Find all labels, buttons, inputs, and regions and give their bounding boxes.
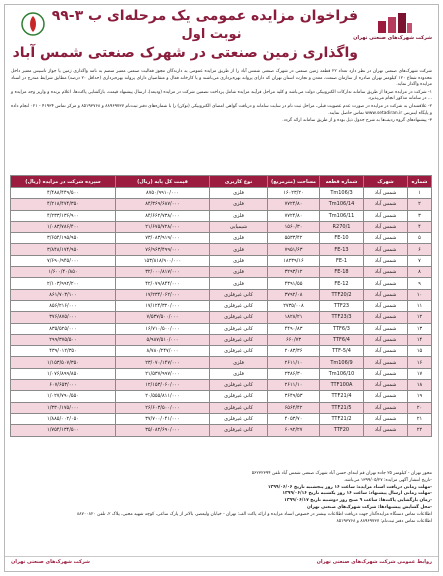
cell-town: شمس آباد xyxy=(364,380,408,391)
cell-area: ۲۳۸۶/۳۰ xyxy=(268,368,320,379)
cell-deposit: ۳۷۶/۸۷۵/۰۰۰ xyxy=(11,312,116,323)
cell-deposit: ۱/۶۰۰/۴۰/۸۵۰ xyxy=(11,267,116,278)
footer-opening-place: -محل گشایش پیشنهادها: شرکت شهرک‌های صنعتی تهران xyxy=(307,504,432,510)
cell-area: ۱۸۲۸/۲۱ xyxy=(268,312,320,323)
cell-town: شمس آباد xyxy=(364,413,408,424)
table-row xyxy=(11,278,432,289)
cell-number: ۱۹ xyxy=(408,391,432,402)
cell-use: کانی غیرفلزی xyxy=(210,300,268,311)
cell-number: ۱۶ xyxy=(408,357,432,368)
cell-number: ۱۱ xyxy=(408,300,432,311)
table-row xyxy=(11,233,432,244)
footer-docs-deadline: -مهلت زمانی دریافت اسناد مزایده: ساعت ۱۶ روز پنجشنبه تاریخ ۱۳۹۹/۰۶/۰۶ xyxy=(267,484,432,490)
cell-number: ۲ xyxy=(408,199,432,210)
industrial-parks-logo-icon xyxy=(376,11,414,35)
cell-plot: TTF6/4 xyxy=(320,334,364,345)
cell-town: شمس آباد xyxy=(364,425,408,436)
cell-deposit: ۴/۲۳۳/۱۳۶/۹۰۰ xyxy=(11,210,116,221)
table-row xyxy=(11,346,432,357)
cell-price: ۲۱/۵۳۷/۹۹۷/۰۰۰ xyxy=(116,368,210,379)
table-row xyxy=(11,221,432,232)
cell-use: کانی غیرفلزی xyxy=(210,425,268,436)
cell-price: ۱۲/۱۵۳/۰۶۰/۰۰۰ xyxy=(116,380,210,391)
cell-use: کانی غیرفلزی xyxy=(210,391,268,402)
cell-plot: TTF100A xyxy=(320,380,364,391)
cell-use: کانی غیرفلزی xyxy=(210,380,268,391)
cell-plot: TTF21/5 xyxy=(320,402,364,413)
cell-use: فلزی xyxy=(210,244,268,255)
cell-deposit: ۳/۸۴۸/۱۷۴/۹۵۰ xyxy=(11,244,116,255)
cell-number: ۴ xyxy=(408,221,432,232)
announcement-page xyxy=(4,4,439,572)
cell-plot: Tm106/3 xyxy=(320,188,364,199)
footer-opening-time: -زمان بازگشایی پاکت‌ها: ساعت ۹ صبح روز دوشنبه تاریخ ۱۳۹۹/۰۶/۱۷ xyxy=(284,498,432,504)
cell-price: ۲۶/۶۰۳/۵۰۰/۰۰۰ xyxy=(116,402,210,413)
cell-town: شمس آباد xyxy=(364,300,408,311)
cell-town: شمس آباد xyxy=(364,221,408,232)
cell-plot: TTF23/3 xyxy=(320,312,364,323)
header xyxy=(5,5,438,67)
cell-price: ۱۶/۷۱۰/۵۰۰/۰۰۰ xyxy=(116,323,210,334)
cell-use: کانی غیرفلزی xyxy=(210,346,268,357)
cell-town: شمس آباد xyxy=(364,312,408,323)
cell-plot: FE-1 xyxy=(320,255,364,266)
table-row xyxy=(11,199,432,210)
cell-number: ۱۳ xyxy=(408,323,432,334)
cell-number: ۹ xyxy=(408,278,432,289)
table-row xyxy=(11,391,432,402)
cell-price: ۷۶/۹۶۳/۴۹۹/۰۰۰ xyxy=(116,244,210,255)
footer-bid-deadline: -مهلت زمانی ارسال پیشنهاد: ساعت ۱۶ روز یکشنبه تاریخ ۱۳۹۹/۰۶/۱۶ xyxy=(282,491,432,497)
intro-paragraph-4: ۳- پیشنهادهای گروه ردیف‌ها به شرح جدول ذیل بوده و از طریق سامانه ارائه گردد. xyxy=(282,118,432,124)
cell-use: فلزی xyxy=(210,199,268,210)
header-town: شهرک xyxy=(364,176,408,188)
cell-plot: TTF21/2 xyxy=(320,413,364,424)
company-label: شرکت شهرک‌های صنعتی تهران xyxy=(11,559,90,565)
table-row xyxy=(11,244,432,255)
tender-title: فراخوان مزایده عمومی یک مرحله‌ای ب ۳-۹۹ xyxy=(51,8,358,24)
cell-price: ۷/۵۳۷/۵۰۰/۰۰۰ xyxy=(116,312,210,323)
header-use: نوع کاربری xyxy=(210,176,268,188)
cell-deposit: ۸۶۱/۷۰۳/۱۰۰ xyxy=(11,289,116,300)
cell-price: ۲۱/۶۷۵/۷۲۸/۰۰۰ xyxy=(116,221,210,232)
table-body xyxy=(11,188,432,437)
cell-deposit: ۴/۲۱۸/۴۷۴/۳۵۰ xyxy=(11,199,116,210)
cell-deposit: ۱/۰۸۳/۷۸۶/۴۰۰ xyxy=(11,221,116,232)
title-block xyxy=(12,7,358,63)
cell-plot: Tm106/10 xyxy=(320,368,364,379)
cell-town: شمس آباد xyxy=(364,188,408,199)
cell-number: ۶ xyxy=(408,244,432,255)
company-logo xyxy=(353,11,432,59)
cell-area: ۷۷۲۴/۸۰ xyxy=(268,210,320,221)
table-row xyxy=(11,255,432,266)
cell-price: ۸۴/۶۶۲/۷۳۸/۰۰۰ xyxy=(116,210,210,221)
cell-deposit: ۱/۰۲۷/۷۹۰/۵۵۰ xyxy=(11,391,116,402)
cell-area: ۵۵۳۳/۴۲ xyxy=(268,233,320,244)
cell-plot: FE-13 xyxy=(320,244,364,255)
footer-publish-date: -تاریخ انتشار آگهی مزایده: ۱۳۹۹/۰۵/۲۷ می‌باشد. xyxy=(343,477,432,483)
cell-town: شمس آباد xyxy=(364,357,408,368)
cell-area: ۴۰۵۳/۷۰ xyxy=(268,413,320,424)
cell-plot: TTF21/4 xyxy=(320,391,364,402)
cell-plot: TTF6/3 xyxy=(320,323,364,334)
cell-area: ۱۶۰۲۳/۲۰ xyxy=(268,188,320,199)
cell-price: ۷۳/۰۸۳/۹۱۹/۰۰۰ xyxy=(116,233,210,244)
table-row xyxy=(11,300,432,311)
cell-use: فلزی xyxy=(210,368,268,379)
intro-text xyxy=(11,69,432,126)
table-row xyxy=(11,323,432,334)
cell-number: ۲۱ xyxy=(408,413,432,424)
cell-deposit: ۱/۷۵۴/۱۳۴/۵۰۰ xyxy=(11,425,116,436)
cell-town: شمس آباد xyxy=(364,346,408,357)
cell-number: ۵ xyxy=(408,233,432,244)
cell-plot: TTF-5/4 xyxy=(320,346,364,357)
cell-area: ۳۶۴۹/۵۳ xyxy=(268,391,320,402)
table-row xyxy=(11,380,432,391)
cell-use: فلزی xyxy=(210,278,268,289)
cell-area: ۴۳۹۱/۵۵ xyxy=(268,278,320,289)
footer-address: محور تهران - کیلومتر ۲۵ جاده تهران قم ابتدای حسن آباد شهرک صنعتی شمس آباد تلفن ۵۶۲۳۲۳۹۴ xyxy=(251,471,432,476)
cell-town: شمس آباد xyxy=(364,368,408,379)
cell-plot: Tm106/11 xyxy=(320,210,364,221)
cell-town: شمس آباد xyxy=(364,334,408,345)
table-row xyxy=(11,357,432,368)
cell-price: ۲۳/۰۷۰/۱۴۷/۰۰۰ xyxy=(116,357,210,368)
cell-plot: TTF20 xyxy=(320,425,364,436)
cell-deposit: ۸۳۵/۵۲۵/۰۰۰ xyxy=(11,323,116,334)
cell-deposit: ۴/۴۸۸/۴۴۹/۵۰۰ xyxy=(11,188,116,199)
cell-deposit: ۱/۱۵۳/۵۰۷/۳۵۰ xyxy=(11,357,116,368)
table-row xyxy=(11,413,432,424)
cell-town: شمس آباد xyxy=(364,391,408,402)
cell-deposit: ۴۳۹/۰۱۲/۳۵۰ xyxy=(11,346,116,357)
cell-area: ۳۷۹۲/۰۸ xyxy=(268,289,320,300)
cell-number: ۲۲ xyxy=(408,425,432,436)
logo-caption: شرکت شهرک‌های صنعتی تهران xyxy=(353,35,432,41)
cell-town: شمس آباد xyxy=(364,278,408,289)
footer-registration: اطلاعات تماس دفتر ثبت‌نام: ۸۸۹۶۹۷۳۷ و ۸۵۱۹۳۷۶۸ xyxy=(336,518,432,524)
bottom-bar xyxy=(5,556,438,571)
intro-paragraph-1: شرکت شهرک‌های صنعتی تهران در نظر دارد تعداد ۲۲ قطعه زمین صنعتی در شهرک صنعتی شمس آباد را از طریق مزایده عمومی به دارندگان مجوز فعالیت صنعتی معتبر منضم به نامه واگذاری زمین یا جواز تاسیس معتبر داخل محدوده شعاع ۱۲۰ کیلومتر تهران صادره از سازمان صنعت، معدن و تجارت استان تهران که دارای پروانه بهره‌برداری می‌باشند و یا کارخانه فعال و متقاضیان دارای پروانه بهره‌برداری (حداقل ۲۰ درصد) مطابق شرایط مندرج در اسناد مزایده واگذار نماید. xyxy=(11,69,433,88)
table-row xyxy=(11,312,432,323)
cell-deposit: ۲۹۹/۳۷۵/۵۰۰ xyxy=(11,334,116,345)
cell-plot: TTF23 xyxy=(320,300,364,311)
table-row xyxy=(11,334,432,345)
cell-town: شمس آباد xyxy=(364,402,408,413)
table-row xyxy=(11,210,432,221)
cell-area: ۶۰۹۲/۲۷ xyxy=(268,425,320,436)
cell-price: ۸۴/۳۶۹/۶۸۷/۰۰۰ xyxy=(116,199,210,210)
cell-area: ۳۲۹۳/۱۲ xyxy=(268,267,320,278)
cell-use: کانی غیرفلزی xyxy=(210,334,268,345)
cell-town: شمس آباد xyxy=(364,289,408,300)
cell-use: کانی غیرفلزی xyxy=(210,312,268,323)
plots-table-wrapper xyxy=(11,175,432,437)
cell-use: شیمیایی xyxy=(210,221,268,232)
cell-deposit: ۸۵۶/۲۱۶/۰۰۰ xyxy=(11,300,116,311)
national-emblem-icon xyxy=(20,11,46,37)
cell-area: ۱۸۲۳۹/۱۶ xyxy=(268,255,320,266)
cell-area: ۶۶۰/۷۳ xyxy=(268,334,320,345)
cell-use: فلزی xyxy=(210,210,268,221)
cell-price: ۳۲/۰۰۰/۸۱۷/۰۰۰ xyxy=(116,267,210,278)
cell-price: ۴۲/۰۷۹/۸۴۴/۰۰۰ xyxy=(116,278,210,289)
header-deposit: سپرده شرکت در مزایده (ریال) xyxy=(11,176,116,188)
cell-area: ۲۶۱۱/۱۰ xyxy=(268,380,320,391)
cell-town: شمس آباد xyxy=(364,210,408,221)
cell-deposit: ۶۰۷/۶۵۳/۰۰۰ xyxy=(11,380,116,391)
cell-price: ۱۵۳/۸۱۸/۹۰۰/۰۰۰ xyxy=(116,255,210,266)
cell-use: فلزی xyxy=(210,357,268,368)
cell-price: ۳۵/۰۸۲/۶۹۰/۰۰۰ xyxy=(116,425,210,436)
state-emblem xyxy=(13,11,53,51)
cell-area: ۷۹۵۱/۶۳ xyxy=(268,244,320,255)
cell-use: فلزی xyxy=(210,255,268,266)
table-row xyxy=(11,368,432,379)
cell-town: شمس آباد xyxy=(364,244,408,255)
cell-area: ۲۷۳۵/۰۰۸ xyxy=(268,300,320,311)
cell-number: ۲۰ xyxy=(408,402,432,413)
cell-price: ۱۷/۲۳۴/۰۶۲/۰۰۰ xyxy=(116,289,210,300)
table-row xyxy=(11,425,432,436)
cell-price: ۵/۹۸۷/۵۱۰/۰۰۰ xyxy=(116,334,210,345)
header-area: مساحت (مترمربع) xyxy=(268,176,320,188)
cell-plot: Tm106/14 xyxy=(320,199,364,210)
cell-use: فلزی xyxy=(210,233,268,244)
header-plot: شماره قطعه xyxy=(320,176,364,188)
cell-price: ۱۷/۱۲۴/۳۲۰/۰۰۰ xyxy=(116,300,210,311)
cell-area: ۱۵۶۰/۳۰ xyxy=(268,221,320,232)
cell-price: ۸۷۵۰/۹۹۱۰/۰۰۰ xyxy=(116,188,210,199)
tender-round: نوبت اول xyxy=(181,27,242,42)
cell-use: کانی غیرفلزی xyxy=(210,323,268,334)
cell-deposit: ۲/۱۰۳/۹۹۲/۲۰۰ xyxy=(11,278,116,289)
cell-deposit: ۱/۸۸۵/۰۰۲/۰۵۰ xyxy=(11,413,116,424)
cell-number: ۳ xyxy=(408,210,432,221)
cell-town: شمس آباد xyxy=(364,267,408,278)
intro-paragraph-3: ۲- علاقمندان به شرکت در مزایده در صورت عدم عضویت قبلی، مراحل ثبت نام در سایت سامانه و دریافت گواهی امضای الکترونیکی (توکن) را با شماره‌های دفتر ثبت‌نام ۸۸۹۶۹۷۳۷ و ۸۵۱۹۳۷۶۸ و مرکز تماس ۴۱۹۳۴ - ۰۲۱ انجام داده و پایگاه اینترنتی www.setadiran.ir تماس حاصل نمایند. xyxy=(11,103,432,116)
table-row xyxy=(11,289,432,300)
cell-deposit: ۷/۶۹۰/۹۴۵/۰۰۰ xyxy=(11,255,116,266)
cell-plot: FE-10 xyxy=(320,233,364,244)
cell-area: ۷۷۲۴/۸۰ xyxy=(268,199,320,210)
cell-use: کانی غیرفلزی xyxy=(210,413,268,424)
cell-town: شمس آباد xyxy=(364,255,408,266)
table-header-row xyxy=(11,176,432,188)
cell-area: ۲۰۸۳/۳۶ xyxy=(268,346,320,357)
table-row xyxy=(11,188,432,199)
cell-area: ۶۵۶۴/۴۲ xyxy=(268,402,320,413)
cell-plot: R270/1 xyxy=(320,221,364,232)
cell-number: ۱۵ xyxy=(408,346,432,357)
cell-deposit: ۱/۳۳۰/۱۷۵/۰۰۰ xyxy=(11,402,116,413)
cell-number: ۱۲ xyxy=(408,312,432,323)
cell-number: ۷ xyxy=(408,255,432,266)
cell-price: ۸/۷۸۰/۲۴۷/۰۰۰ xyxy=(116,346,210,357)
cell-area: ۴۴۹۰/۸۳ xyxy=(268,323,320,334)
cell-deposit: ۱/۰۷۶/۸۹۹/۸۵۰ xyxy=(11,368,116,379)
plots-table xyxy=(10,175,432,437)
cell-area: ۲۶۱۱/۱۰ xyxy=(268,357,320,368)
public-relations-label: روابط عمومی شرکت شهرک‌های صنعتی تهران xyxy=(316,559,432,565)
cell-price: ۳۷/۷۰۰/۰۴۱/۰۰۰ xyxy=(116,413,210,424)
cell-town: شمس آباد xyxy=(364,323,408,334)
cell-plot: FE-18 xyxy=(320,267,364,278)
footer-details xyxy=(11,471,432,525)
table-row xyxy=(11,267,432,278)
cell-deposit: ۳/۶۵۴/۱۹۵/۹۵۰ xyxy=(11,233,116,244)
cell-price: ۲۰/۵۵۵/۸۱۱/۰۰۰ xyxy=(116,391,210,402)
header-price: قیمت کل پایه (ریال) xyxy=(116,176,210,188)
intro-paragraph-2: ۱- شرکت در مزایده صرفا از طریق سامانه تدارکات الکترونیکی دولت می‌باشد و کلیه مراحل فرآیند مزایده شامل پرداخت تضمین شرکت در مزایده (ودیعه)، ارسال پیشنهاد قیمت، بازگشایی پاکت‌ها، اعلام برنده و واریز وجه مزایده و ... در سامانه مذکور انجام می‌پذیرد. xyxy=(11,89,432,102)
cell-use: کانی غیرفلزی xyxy=(210,289,268,300)
tender-subject: واگذاری زمین صنعتی در شهرک صنعتی شمس آباد xyxy=(12,45,358,61)
footer-contact: اطلاعات تماس دستگاه مزایده‌گذار جهت دریافت اطلاعات بیشتر در خصوص اسناد مزایده و ارائه پاکت الف: تهران - خیابان ولیعصر، بالاتر از پارک ساعی، کوچه شهید محبی، پلاک ۲، تلفن ۸۸۷۰۰۸۲۰ xyxy=(76,511,432,517)
cell-number: ۱۷ xyxy=(408,368,432,379)
cell-plot: TTF20/2 xyxy=(320,289,364,300)
cell-number: ۱ xyxy=(408,188,432,199)
cell-use: فلزی xyxy=(210,267,268,278)
cell-town: شمس آباد xyxy=(364,199,408,210)
cell-plot: Tm106/9 xyxy=(320,357,364,368)
cell-town: شمس آباد xyxy=(364,233,408,244)
cell-plot: FE-12 xyxy=(320,278,364,289)
cell-use: فلزی xyxy=(210,188,268,199)
cell-use: کانی غیرفلزی xyxy=(210,402,268,413)
cell-number: ۱۰ xyxy=(408,289,432,300)
cell-number: ۸ xyxy=(408,267,432,278)
table-row xyxy=(11,402,432,413)
cell-number: ۱۴ xyxy=(408,334,432,345)
header-number: شماره xyxy=(408,176,432,188)
cell-number: ۱۸ xyxy=(408,380,432,391)
